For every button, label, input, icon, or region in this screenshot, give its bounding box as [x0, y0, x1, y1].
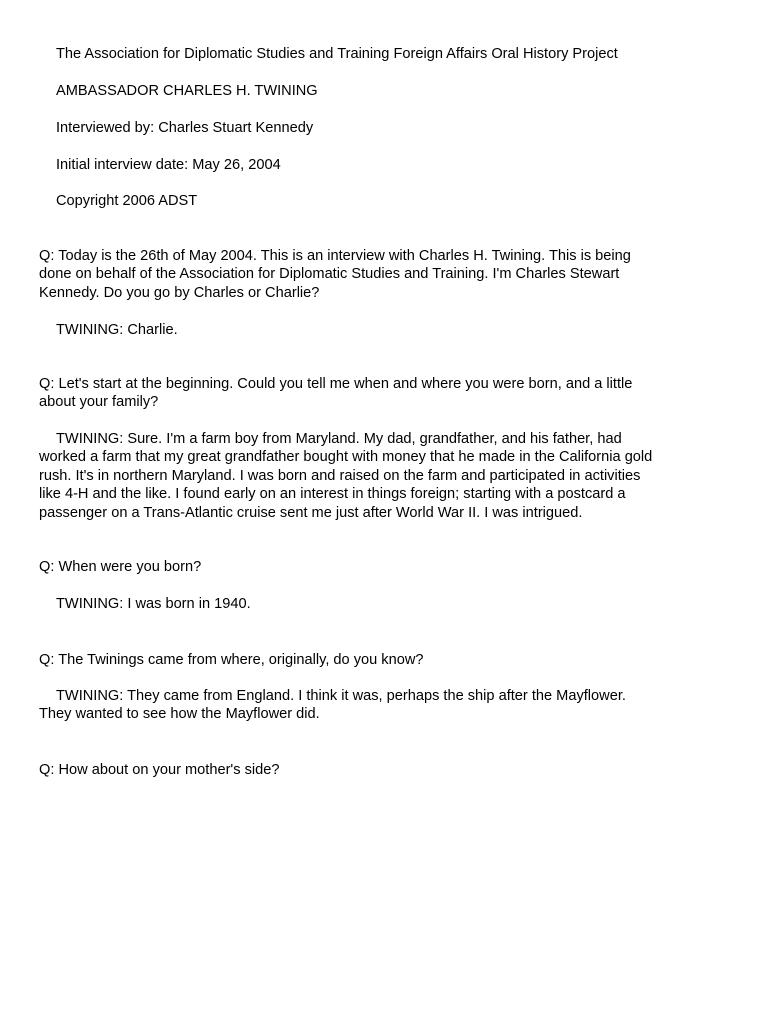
copyright-line: Copyright 2006 ADST	[56, 193, 198, 209]
interviewer-line: Interviewed by: Charles Stuart Kennedy	[56, 120, 314, 136]
answer-paragraph: TWINING: They came from England. I think it was, perhaps the ship after the Mayflower. They wanted to see how the Mayflower did.	[39, 688, 626, 723]
question-paragraph: Q: How about on your mother's side?	[39, 762, 280, 778]
interviewee-name: AMBASSADOR CHARLES H. TWINING	[56, 83, 318, 99]
question-paragraph: Q: When were you born?	[39, 559, 202, 575]
interview-date: Initial interview date: May 26, 2004	[56, 157, 281, 173]
question-paragraph: Q: Let's start at the beginning. Could you tell me when and where you were born, and a little about your family?	[39, 376, 633, 411]
answer-paragraph: TWINING: Sure. I'm a farm boy from Maryland. My dad, grandfather, and his father, had worked a farm that my great grandfather bought with money that he made in the California gold rush. It's in northern Maryland. I was born and raised on the farm and participated in activities like 4-H and the like. I found early on an interest in things foreign; starting with a postcard a passenger on a Trans-Atlantic cruise sent me just after World War II. I was intrigued.	[39, 431, 653, 521]
question-paragraph: Q: The Twinings came from where, originally, do you know?	[39, 652, 424, 668]
answer-paragraph: TWINING: Charlie.	[56, 322, 178, 338]
question-paragraph: Q: Today is the 26th of May 2004. This is an interview with Charles H. Twining. This is being done on behalf of the Association for Diplomatic Studies and Training. I'm Charles Stewart Kennedy. Do you go by Charles or Charlie?	[39, 248, 631, 301]
project-title: The Association for Diplomatic Studies and Training Foreign Affairs Oral History Project	[56, 46, 618, 62]
answer-paragraph: TWINING: I was born in 1940.	[56, 596, 251, 612]
